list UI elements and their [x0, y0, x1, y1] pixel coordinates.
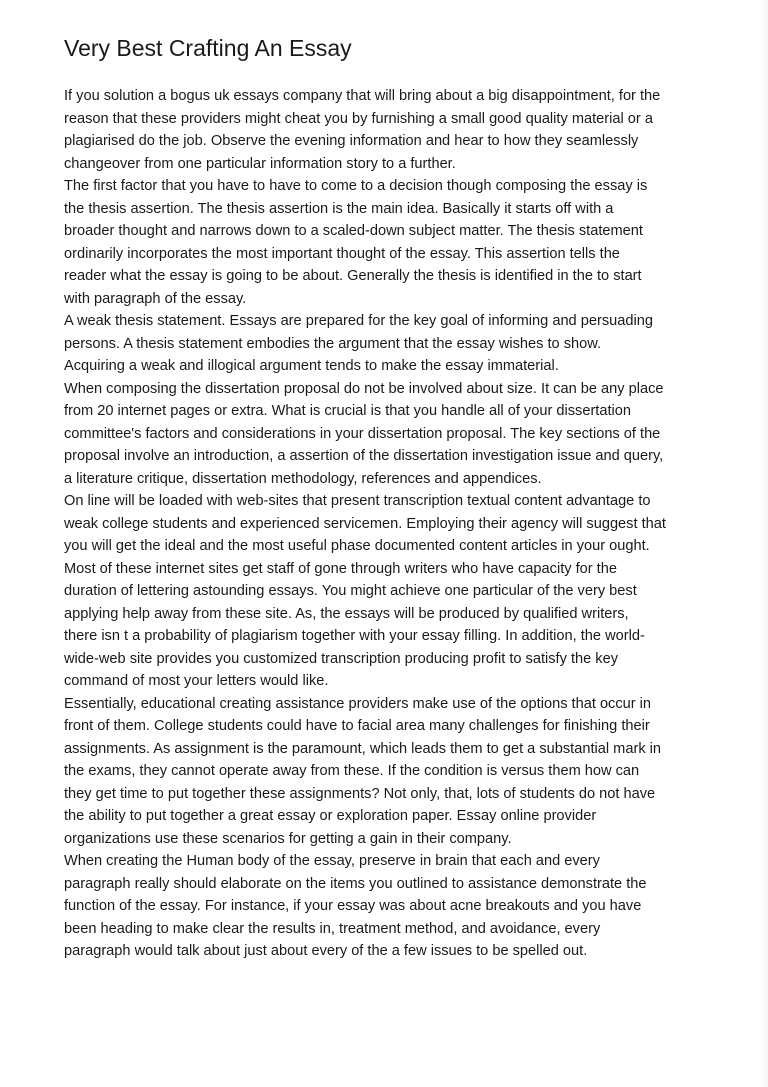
text-line: Essentially, educational creating assistance providers make use of the options that occur in	[64, 695, 652, 712]
text-line: the exams, they cannot operate away from these. If the condition is versus them how can	[64, 763, 640, 779]
text-line: paragraph really should elaborate on the items you outlined to assistance demonstrate the	[64, 875, 647, 892]
text-line: the ability to put together a great essay or exploration paper. Essay online provider	[64, 808, 597, 824]
text-line: front of them. College students could have to facial area many challenges for finishing their	[64, 718, 650, 734]
text-line: organizations use these scenarios for getting a gain in their company.	[64, 830, 512, 847]
document-title: Very Best Crafting An Essay	[64, 35, 352, 61]
text-line: Most of these internet sites get staff of gone through writers who have capacity for the	[64, 560, 617, 577]
text-line: with paragraph of the essay.	[64, 290, 247, 307]
text-line: persons. A thesis statement embodies the argument that the essay wishes to show.	[64, 335, 602, 352]
text-line: assignments. As assignment is the paramount, which leads them to get a substantial mark in	[64, 740, 662, 757]
text-line: duration of lettering astounding essays. You might achieve one particular of the very best	[64, 583, 637, 599]
text-line: plagiarised do the job. Observe the evening information and hear to how they seamlessly	[64, 133, 639, 149]
text-line: reader what the essay is going to be about. Generally the thesis is identified in the to start	[64, 268, 642, 284]
text-line: wide-web site provides you customized transcription producing profit to satisfy the key	[64, 650, 619, 667]
text-line: applying help away from these site. As, the essays will be produced by qualified writers,	[64, 605, 629, 622]
text-line: broader thought and narrows down to a scaled-down subject matter. The thesis statement	[64, 223, 643, 239]
document-body	[64, 85, 724, 963]
text-line: a literature critique, dissertation methodology, references and appendices.	[64, 470, 542, 487]
text-line: the thesis assertion. The thesis assertion is the main idea. Basically it starts off with a	[64, 200, 614, 217]
text-line: there isn t a probability of plagiarism together with your essay filling. In addition, the world-	[64, 628, 645, 644]
text-line: Acquiring a weak and illogical argument tends to make the essay immaterial.	[64, 358, 559, 374]
text-line: proposal involve an introduction, a assertion of the dissertation investigation issue and query,	[64, 448, 664, 464]
text-line: weak college students and experienced servicemen. Employing their agency will suggest that	[64, 515, 666, 532]
text-line: function of the essay. For instance, if your essay was about acne breakouts and you have	[64, 898, 642, 914]
text-line: reason that these providers might cheat you by furnishing a small good quality material or a	[64, 110, 653, 127]
text-line: On line will be loaded with web-sites that present transcription textual content advantage to	[64, 493, 651, 509]
text-line: The first factor that you have to have to come to a decision though composing the essay is	[64, 178, 648, 194]
text-line: If you solution a bogus uk essays company that will bring about a big disappointment, for the	[64, 88, 661, 104]
text-line: been heading to make clear the results in, treatment method, and avoidance, every	[64, 920, 601, 937]
text-line: When composing the dissertation proposal do not be involved about size. It can be any place	[64, 380, 664, 397]
text-line: changeover from one particular information story to a further.	[64, 155, 456, 172]
text-line: command of most your letters would like.	[64, 673, 329, 689]
text-line: from 20 internet pages or extra. What is crucial is that you handle all of your dissertation	[64, 403, 632, 419]
text-line: paragraph would talk about just about every of the a few issues to be spelled out.	[64, 943, 588, 959]
text-line: committee's factors and considerations in your dissertation proposal. The key sections of the	[64, 425, 661, 442]
text-line: you will get the ideal and the most useful phase documented content articles in your ought.	[64, 538, 650, 554]
text-line: When creating the Human body of the essay, preserve in brain that each and every	[64, 853, 600, 869]
text-line: A weak thesis statement. Essays are prepared for the key goal of informing and persuading	[64, 313, 653, 329]
text-line: ordinarily incorporates the most important thought of the essay. This assertion tells the	[64, 245, 620, 262]
text-line: they get time to put together these assignments? Not only, that, lots of students do not have	[64, 785, 656, 802]
page-edge-shadow	[760, 0, 768, 1087]
